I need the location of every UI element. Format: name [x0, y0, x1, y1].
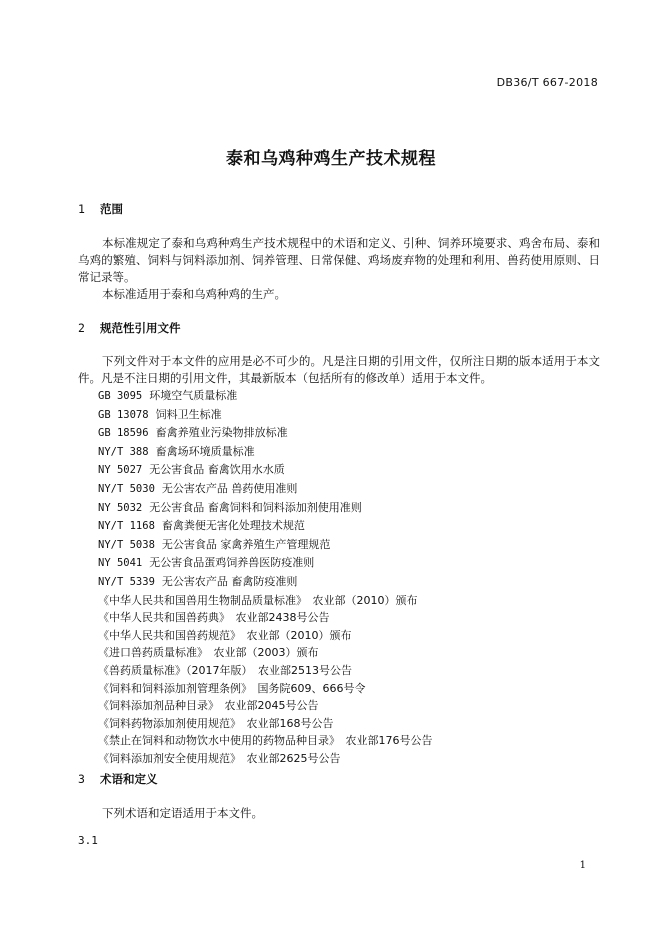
reference-name: 《饲料添加剂安全使用规范》 农业部2625号公告 [98, 751, 341, 765]
reference-code: NY 5032 [98, 501, 143, 514]
reference-code: NY/T 388 [98, 445, 149, 458]
reference-name: 《饲料药物添加剂使用规范》 农业部168号公告 [98, 716, 334, 730]
reference-name: 《中华人民共和国兽药典》 农业部2438号公告 [98, 611, 330, 625]
reference-name: 《中华人民共和国兽药规范》 农业部（2010）颁布 [98, 628, 352, 642]
reference-item [98, 387, 433, 406]
reference-item [98, 536, 433, 555]
reference-name: 《中华人民共和国兽用生物制品质量标准》 农业部（2010）颁布 [98, 593, 418, 607]
reference-name: 畜禽场环境质量标准 [155, 444, 255, 458]
section-1-heading [78, 201, 123, 217]
scope-paragraph-2: 本标准适用于泰和乌鸡种鸡的生产。 [102, 287, 286, 301]
references-intro-paragraph: 下列文件对于本文件的应用是必不可少的。凡是注日期的引用文件，仅所注日期的版本适用于本文件。凡是不注日期的引用文件，其最新版本（包括所有的修改单）适用于本文件。 [78, 354, 600, 385]
reference-item [98, 592, 433, 610]
reference-item [98, 461, 433, 480]
reference-code: GB 3095 [98, 390, 143, 402]
normative-references-list [98, 387, 433, 767]
section-number: 2 [78, 321, 85, 335]
reference-item [98, 554, 433, 573]
reference-code: NY/T 5038 [98, 538, 155, 551]
reference-name: 环境空气质量标准 [149, 389, 238, 402]
reference-item [98, 680, 433, 698]
reference-code: GB 13078 [98, 408, 149, 421]
reference-item [98, 406, 433, 425]
scope-paragraph-1: 本标准规定了泰和乌鸡种鸡生产技术规程中的术语和定义、引种、饲养环境要求、鸡舍布局、泰和乌鸡的繁殖、饲料与饲料添加剂、饲养管理、日常保健、鸡场废弃物的处理和利用、兽药使用原则、日常记录等。 [78, 236, 600, 284]
document-title: 泰和乌鸡种鸡生产技术规程 [226, 149, 436, 169]
reference-item [98, 732, 433, 750]
reference-name: 《进口兽药质量标准》 农业部（2003）颁布 [98, 646, 319, 660]
section-3-heading [78, 771, 158, 787]
section-title: 规范性引用文件 [100, 321, 181, 335]
document-code: DB36/T 667-2018 [496, 76, 598, 89]
reference-code: NY/T 5030 [98, 482, 155, 495]
reference-name: 无公害食品 畜禽饮用水水质 [149, 463, 285, 477]
reference-code: GB 18596 [98, 427, 149, 440]
reference-code: NY/T 1168 [98, 520, 155, 533]
reference-item [98, 750, 433, 768]
reference-item [98, 480, 433, 499]
reference-name: 《饲料添加剂品种目录》 农业部2045号公告 [98, 699, 319, 713]
reference-name: 无公害食品 家禽养殖生产管理规范 [161, 537, 331, 551]
subsection-number: 3.1 [78, 834, 98, 847]
reference-item [98, 609, 433, 627]
terms-intro-paragraph: 下列术语和定语适用于本文件。 [102, 806, 263, 820]
reference-name: 畜禽养殖业污染物排放标准 [155, 426, 288, 440]
section-title: 术语和定义 [100, 772, 158, 786]
reference-item [98, 424, 433, 443]
reference-item [98, 573, 433, 592]
section-number: 3 [78, 772, 85, 786]
reference-name: 无公害农产品 兽药使用准则 [161, 481, 298, 495]
reference-name: 《饲料和饲料添加剂管理条例》 国务院609、666号令 [98, 681, 366, 695]
reference-item [98, 644, 433, 662]
reference-item [98, 627, 433, 645]
reference-code: NY 5027 [98, 464, 143, 477]
section-number: 1 [78, 202, 85, 216]
reference-code: NY/T 5339 [98, 575, 155, 588]
section-title: 范围 [100, 202, 124, 216]
reference-name: 畜禽粪便无害化处理技术规范 [161, 519, 305, 533]
section-2-heading [78, 320, 181, 336]
reference-name: 无公害食品 畜禽饲料和饲料添加剂使用准则 [149, 500, 362, 514]
reference-item [98, 662, 433, 680]
reference-item [98, 715, 433, 733]
reference-item [98, 517, 433, 536]
reference-item [98, 443, 433, 462]
page-number: 1 [579, 860, 586, 871]
reference-name: 无公害食品蛋鸡饲养兽医防疫准则 [149, 556, 315, 570]
reference-item [98, 697, 433, 715]
reference-name: 《禁止在饲料和动物饮水中使用的药物品种目录》 农业部176号公告 [98, 734, 433, 748]
reference-item [98, 499, 433, 518]
reference-name: 无公害农产品 畜禽防疫准则 [161, 574, 298, 588]
reference-code: NY 5041 [98, 557, 143, 570]
reference-name: 饲料卫生标准 [155, 407, 222, 421]
reference-name: 《兽药质量标准》（2017年版） 农业部2513号公告 [98, 663, 352, 677]
